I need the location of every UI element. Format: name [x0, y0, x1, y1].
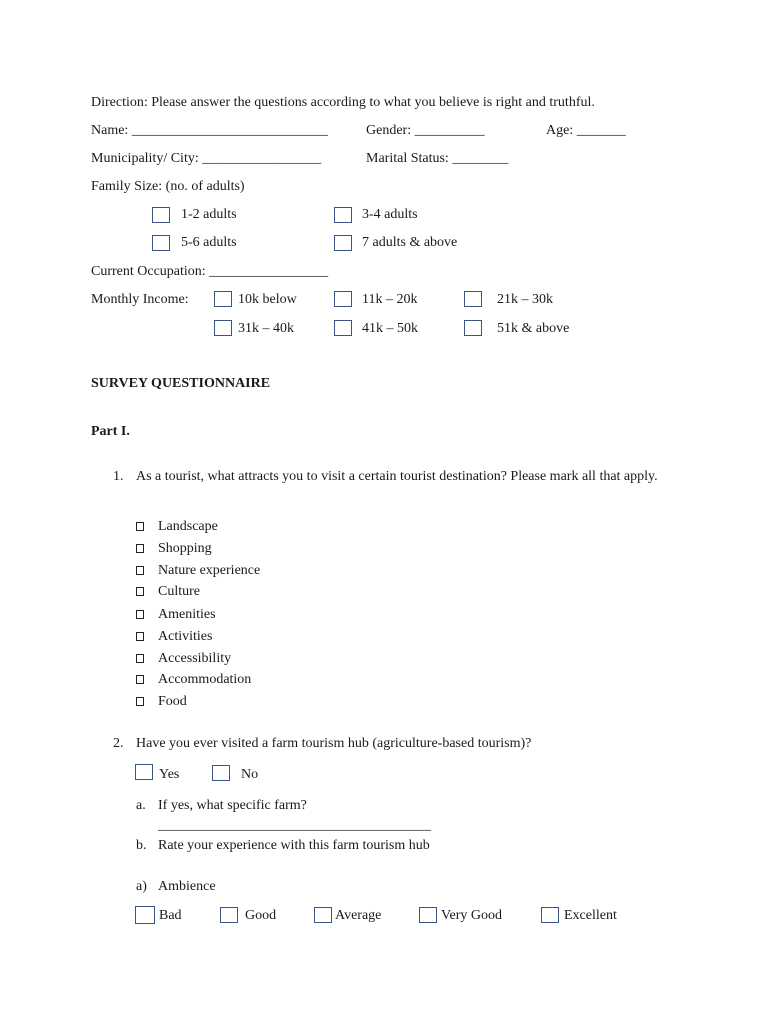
family-option-checkbox[interactable] [334, 235, 352, 251]
rating-checkbox[interactable] [135, 906, 155, 924]
ambience-label: Ambience [158, 879, 216, 894]
family-option-label: 1-2 adults [181, 207, 237, 222]
rating-checkbox[interactable] [314, 907, 332, 923]
income-option-label: 11k – 20k [362, 292, 418, 307]
municipality-field[interactable]: Municipality/ City: _________________ [91, 151, 322, 166]
q1-text: As a tourist, what attracts you to visit a certain tourist destination? Please mark all that apply. [136, 469, 658, 484]
q1-option-label: Landscape [158, 519, 218, 534]
q1-option-checkbox[interactable] [136, 587, 144, 596]
family-option-label: 7 adults & above [362, 235, 458, 250]
q1-option-checkbox[interactable] [136, 632, 144, 641]
rating-label: Average [335, 908, 382, 923]
family-option-checkbox[interactable] [334, 207, 352, 223]
occupation-field[interactable]: Current Occupation: _________________ [91, 264, 329, 279]
specific-farm-field[interactable]: _______________________________________ [158, 818, 431, 833]
rating-label: Very Good [441, 908, 503, 923]
q1-option-label: Accommodation [158, 672, 252, 687]
age-field[interactable]: Age: _______ [546, 123, 626, 138]
no-label: No [241, 767, 259, 782]
marital-status-field[interactable]: Marital Status: ________ [366, 151, 509, 166]
rating-label: Good [245, 908, 277, 923]
sub-a-label: a. [136, 798, 146, 813]
family-size-label: Family Size: (no. of adults) [91, 179, 245, 194]
q1-option-checkbox[interactable] [136, 522, 144, 531]
gender-field[interactable]: Gender: __________ [366, 123, 485, 138]
rating-label: Excellent [564, 908, 617, 923]
name-field[interactable]: Name: ____________________________ [91, 123, 328, 138]
q1-option-label: Culture [158, 584, 200, 599]
q2-text: Have you ever visited a farm tourism hub (agriculture-based tourism)? [136, 736, 532, 751]
survey-title: SURVEY QUESTIONNAIRE [91, 376, 271, 391]
direction-text: Direction: Please answer the questions according to what you believe is right and truthful. [91, 95, 595, 110]
income-option-checkbox[interactable] [334, 320, 352, 336]
part-title: Part I. [91, 424, 130, 439]
q1-option-label: Shopping [158, 541, 212, 556]
q1-option-checkbox[interactable] [136, 675, 144, 684]
q1-option-checkbox[interactable] [136, 697, 144, 706]
income-option-label: 21k – 30k [497, 292, 553, 307]
q1-option-checkbox[interactable] [136, 566, 144, 575]
family-option-label: 3-4 adults [362, 207, 418, 222]
family-option-checkbox[interactable] [152, 207, 170, 223]
yes-checkbox[interactable] [135, 764, 153, 780]
rating-checkbox[interactable] [541, 907, 559, 923]
rating-checkbox[interactable] [419, 907, 437, 923]
yes-label: Yes [159, 767, 180, 782]
income-option-checkbox[interactable] [464, 291, 482, 307]
q2-number: 2. [113, 736, 124, 751]
q1-option-checkbox[interactable] [136, 610, 144, 619]
income-option-label: 51k & above [497, 321, 570, 336]
family-option-checkbox[interactable] [152, 235, 170, 251]
q1-option-checkbox[interactable] [136, 544, 144, 553]
sub-b-label: b. [136, 838, 147, 853]
sub-b-text: Rate your experience with this farm tourism hub [158, 838, 430, 853]
income-option-label: 41k – 50k [362, 321, 418, 336]
income-label: Monthly Income: [91, 292, 189, 307]
q1-number: 1. [113, 469, 124, 484]
sub-a-text: If yes, what specific farm? [158, 798, 307, 813]
no-checkbox[interactable] [212, 765, 230, 781]
q1-option-label: Activities [158, 629, 213, 644]
q1-option-label: Nature experience [158, 563, 261, 578]
income-option-label: 31k – 40k [238, 321, 294, 336]
income-option-checkbox[interactable] [214, 320, 232, 336]
income-option-checkbox[interactable] [214, 291, 232, 307]
q1-option-label: Amenities [158, 607, 216, 622]
rating-label: Bad [159, 908, 182, 923]
income-option-label: 10k below [238, 292, 297, 307]
rating-checkbox[interactable] [220, 907, 238, 923]
q1-option-label: Accessibility [158, 651, 232, 666]
q1-option-label: Food [158, 694, 187, 709]
family-option-label: 5-6 adults [181, 235, 237, 250]
income-option-checkbox[interactable] [464, 320, 482, 336]
ambience-marker: a) [136, 879, 147, 894]
income-option-checkbox[interactable] [334, 291, 352, 307]
q1-option-checkbox[interactable] [136, 654, 144, 663]
